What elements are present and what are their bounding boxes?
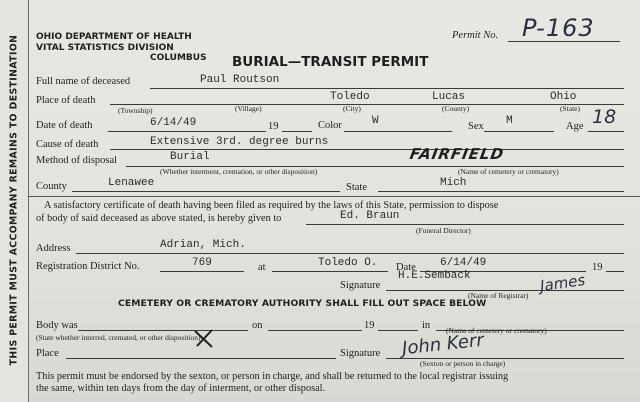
village-sublabel: (Village)	[235, 104, 262, 113]
registrar-sublabel: (Name of Registrar)	[468, 291, 529, 300]
body-sublabel: (State whether interred, cremated, or other disposition)	[36, 333, 201, 342]
death-state-value: Ohio	[550, 91, 577, 103]
certificate-line-1: A satisfactory certificate of death having been filed as required by the laws of this State, permission to dispose	[44, 200, 499, 211]
place-of-death-label: Place of death	[36, 95, 96, 106]
certificate-line-2: of body of said deceased as above stated, is hereby given to	[36, 213, 282, 224]
method-sublabel: (Whether interment, cremation, or other disposition)	[160, 167, 318, 176]
address-value: Adrian, Mich.	[160, 239, 246, 251]
funeral-director-sublabel: (Funeral Director)	[416, 226, 471, 235]
side-strip	[0, 0, 29, 402]
in-label: in	[422, 320, 431, 331]
permit-no-label: Permit No.	[452, 30, 499, 41]
division-name: VITAL STATISTICS DIVISION	[36, 43, 174, 53]
sexton-signature: John Kerr	[401, 329, 485, 360]
county-sublabel: (County)	[442, 104, 470, 113]
color-label: Color	[318, 120, 342, 131]
death-county-value: Lucas	[432, 91, 466, 103]
district-value: 769	[192, 257, 212, 269]
registrar-name-value: H.E.Semback	[398, 270, 471, 282]
cemetery-name-sublabel: (Name of cemetery or crematory)	[446, 326, 547, 335]
registrar-signature-label: Signature	[340, 280, 381, 291]
dept-name: OHIO DEPARTMENT OF HEALTH	[36, 32, 192, 42]
full-name-label: Full name of deceased	[36, 76, 131, 87]
cemetery-value: FAIRFIELD	[408, 145, 506, 163]
footer-line-2: the same, within ten days from the day of interment, or other disposal.	[36, 383, 326, 394]
check-mark	[192, 326, 216, 350]
county-label: County	[36, 181, 67, 192]
registration-year-label: 19	[592, 262, 603, 273]
sexton-signature-label: Signature	[340, 348, 381, 359]
full-name-value: Paul Routson	[200, 74, 280, 86]
burial-county-value: Lenawee	[108, 177, 155, 189]
cause-label: Cause of death	[36, 139, 99, 150]
section-divider	[28, 196, 640, 197]
at-label: at	[258, 262, 266, 273]
burial-state-value: Mich	[440, 177, 467, 189]
sex-label: Sex	[468, 121, 484, 132]
method-value: Burial	[170, 151, 210, 163]
method-label: Method of disposal	[36, 155, 118, 166]
state-sublabel: (State)	[560, 104, 580, 113]
permit-title: BURIAL—TRANSIT PERMIT	[232, 54, 429, 70]
color-value: W	[372, 115, 379, 127]
cemetery-sublabel: (Name of cemetery or crematory)	[458, 167, 559, 176]
sexton-sublabel: (Sexton or person in charge)	[420, 359, 506, 368]
state-label: State	[346, 182, 367, 193]
district-label: Registration District No.	[36, 261, 140, 272]
body-was-label: Body was	[36, 320, 78, 331]
place-label: Place	[36, 348, 59, 359]
sex-value: M	[506, 115, 513, 127]
registration-city-value: Toledo O.	[318, 257, 378, 269]
year-prefix: 19	[268, 121, 279, 132]
permit-no: P-163	[522, 14, 595, 42]
city-sublabel: (City)	[343, 104, 361, 113]
footer-line-1: This permit must be endorsed by the sexton, or person in charge, and shall be returned to the local registrar issuing	[36, 371, 509, 382]
date-label: Date	[396, 262, 416, 273]
address-label: Address	[36, 243, 71, 254]
date-of-death-value: 6/14/49	[150, 117, 197, 129]
death-city-value: Toledo	[330, 91, 370, 103]
cemetery-year-label: 19	[364, 320, 375, 331]
on-label: on	[252, 320, 263, 331]
cause-value: Extensive 3rd. degree burns	[150, 136, 329, 148]
city-name: COLUMBUS	[150, 53, 207, 63]
date-of-death-label: Date of death	[36, 120, 93, 131]
side-note: THIS PERMIT MUST ACCOMPANY REMAINS TO DESTINATION	[8, 34, 20, 366]
age-label: Age	[566, 121, 584, 132]
township-sublabel: (Township)	[118, 106, 153, 115]
age-value: 18	[592, 106, 617, 128]
registration-date-value: 6/14/49	[440, 257, 487, 269]
funeral-director-value: Ed. Braun	[340, 210, 400, 222]
registrar-signature: James	[538, 270, 587, 296]
cemetery-section-title: CEMETERY OR CREMATORY AUTHORITY SHALL FILL OUT SPACE BELOW	[118, 298, 487, 309]
